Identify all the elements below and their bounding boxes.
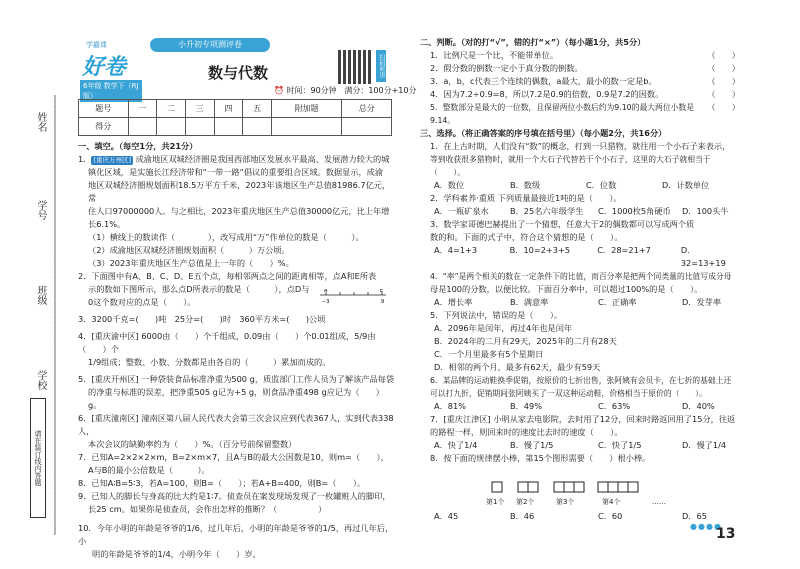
c4-line: 4．“率”是两个相关的数在一定条件下的比值，而百分率是把两个同类量的比值写成分母 bbox=[430, 272, 732, 281]
exam-info bbox=[274, 85, 416, 96]
option[interactable]: B．2024年的二月有29天，2025年的二月有28天 bbox=[434, 336, 617, 346]
score-header-cell: 五 bbox=[243, 100, 272, 118]
stick-figure-1 bbox=[492, 482, 502, 492]
q1-sub: （3）2023年重庆地区生产总值是上一年的（ ）%。 bbox=[88, 258, 294, 268]
q7-line: 7．已知A=2×2×2×m，B=2×m×7，且A与B的最大公因数是10，则m=（ ）， bbox=[78, 452, 389, 462]
section-2-title: 二、判断。（对的打“√”，错的打“×”）（每小题1分，共5分） bbox=[420, 37, 646, 47]
judge-item bbox=[420, 88, 740, 101]
q1-line: 住人口97000000人。与之相比，2023年重庆地区生产总值30000亿元，比上年增 bbox=[88, 206, 390, 216]
point-e-value: 9 bbox=[381, 299, 385, 305]
option[interactable]: D．32=13+19 bbox=[680, 245, 726, 268]
judge-item bbox=[420, 49, 740, 62]
q1-line: 长6.1%。 bbox=[88, 219, 126, 229]
binding-line bbox=[54, 95, 56, 535]
page-dots: ●●●● bbox=[690, 522, 722, 531]
judge-text: 1．比例尺是一个比，不能带单位。 bbox=[430, 50, 559, 60]
score-table bbox=[78, 99, 392, 136]
q6-line: 本次会议的缺勤率约为（ ）%。（百分号前保留整数） bbox=[88, 439, 297, 449]
stick-figure-4 bbox=[598, 482, 638, 492]
qr-tag: 扫码听讲 bbox=[376, 50, 386, 82]
score-header-cell: 总分 bbox=[342, 100, 392, 118]
judge-answer[interactable]: （ ） bbox=[707, 102, 740, 112]
number-line bbox=[318, 289, 388, 305]
q2-line: 2．下面图中有A、B、C、D、E五个点，每相邻两点之间的距离相等，点A和E所表 bbox=[78, 271, 377, 281]
stick-labels bbox=[486, 496, 716, 509]
series-banner: 小升初专项测评卷 bbox=[150, 38, 270, 52]
option[interactable]: B．满意率 bbox=[510, 297, 549, 307]
page-number: 13 bbox=[716, 526, 736, 542]
option[interactable]: D．发芽率 bbox=[682, 297, 722, 307]
c3-options bbox=[420, 244, 740, 270]
q1-line: 镇化区域，是实施长江经济带和“一带一路”倡议的重要组合区域。数据显示，成渝 bbox=[88, 167, 384, 177]
point-a-label: A bbox=[324, 289, 328, 294]
option[interactable]: D．慢了1/4 bbox=[682, 440, 727, 450]
score-cell[interactable] bbox=[243, 118, 272, 136]
q5-line: 5．[重庆开州区] 一种袋装食品标准净重为500 g，质监部门工作人员为了解该产品每袋 bbox=[78, 374, 395, 384]
q2-line: 0这个数对应的点是（ ）。 bbox=[88, 297, 196, 307]
judge-text: 4．因为7.2÷0.9=8，所以7.2是0.9的倍数，0.9是7.2的因数。 bbox=[430, 89, 664, 99]
c7-line: 的路程一样，则回来时的速度比去时的速度（ ）。 bbox=[430, 427, 623, 437]
judge-answer[interactable]: （ ） bbox=[707, 76, 740, 86]
c4-line: 母是100的分数，以便比较。下面百分率中，可以超过100%的是（ ）。 bbox=[430, 284, 703, 294]
option[interactable]: A．快了1/4 bbox=[434, 440, 478, 450]
point-a-value: −3 bbox=[322, 299, 330, 305]
option[interactable]: A．4=1+3 bbox=[434, 245, 478, 255]
stick-figure-2 bbox=[518, 482, 538, 492]
option[interactable]: A．81% bbox=[434, 401, 466, 411]
score-cell[interactable] bbox=[271, 118, 341, 136]
score-header-cell: 一 bbox=[128, 100, 157, 118]
right-column bbox=[420, 36, 740, 465]
option[interactable]: D．计数单位 bbox=[662, 180, 710, 190]
q1-sub: （1）横线上的数读作（ ），改写成用“万”作单位的数是（ ）。 bbox=[88, 232, 364, 242]
left-column bbox=[78, 140, 396, 561]
q9-line: 长25 cm。如果你是侦查员，会作出怎样的推断？（ ） bbox=[88, 504, 327, 514]
option[interactable]: A．数位 bbox=[434, 180, 465, 190]
c2: 2．学科素养·重质 下列质量最接近1吨的是（ ）。 bbox=[430, 193, 622, 203]
option[interactable]: D．65 bbox=[682, 511, 707, 521]
qr-code[interactable] bbox=[338, 50, 372, 84]
q1-line: 地区双城经济圈规划面积18.5万平方千米，2023年该地区生产总值81986.7亿元，常 bbox=[88, 180, 391, 203]
q1-region-tag: [重庆万州区] bbox=[93, 156, 131, 164]
stick-label: 第1个 bbox=[486, 498, 505, 506]
q1-line: 成渝地区双城经济圈是我国西部地区发展水平最高、发展潜力较大的城 bbox=[135, 154, 390, 164]
class-label: 班级 bbox=[35, 285, 46, 305]
full-score: 满分：100分+10分 bbox=[344, 86, 417, 95]
id-label: 学号 bbox=[35, 200, 46, 220]
option[interactable]: C．28=21+7 bbox=[597, 245, 651, 255]
c6-line: 可以打九折，促销期间张阿姨买了一双这种运动鞋，价格相当于原价的（ ）。 bbox=[430, 389, 707, 398]
name-label: 姓名 bbox=[35, 112, 46, 132]
score-cell[interactable] bbox=[128, 118, 157, 136]
option[interactable]: D．100头牛 bbox=[682, 206, 729, 216]
c7-options bbox=[420, 439, 740, 452]
binding-margin bbox=[0, 0, 74, 569]
q5-line: 的净重与标准的误差，把净重505 g记为+5 g，则食品净重498 g应记为（ ）g。 bbox=[88, 387, 384, 410]
option[interactable]: C．一个月里最多有5个星期日 bbox=[434, 349, 544, 359]
edition-badge: 6年级 数学下（RJ版） bbox=[80, 80, 142, 102]
score-header-cell: 四 bbox=[214, 100, 243, 118]
q8: 8．已知A∶B=5∶3，若A=100，则B=（ ）；若A+B=400，则B=（ ）。 bbox=[78, 478, 366, 488]
score-cell[interactable] bbox=[214, 118, 243, 136]
score-cell[interactable] bbox=[157, 118, 186, 136]
option[interactable]: D．相邻的两个月，最多有62天，最少有59天 bbox=[434, 362, 601, 372]
score-table-score-row bbox=[79, 118, 392, 136]
score-header-cell: 三 bbox=[185, 100, 214, 118]
q10-line: 10．今年小明的年龄是爷爷的1/6，过几年后，小明的年龄是爷爷的1/5，再过几年后，小 bbox=[78, 523, 394, 546]
option[interactable]: C．快了1/5 bbox=[598, 440, 642, 450]
c1-options bbox=[420, 179, 740, 192]
logo-top-text: 学霸课 bbox=[86, 41, 107, 49]
time-limit: ⏰ 时间：90分钟 bbox=[274, 86, 337, 95]
page-title: 数与代数 bbox=[208, 64, 269, 82]
option[interactable]: A．45 bbox=[434, 511, 459, 521]
q10-line: 明的年龄是爷爷的1/4，小明今年（ ）岁。 bbox=[92, 549, 261, 559]
judge-text: 2．假分数的倒数一定小于真分数的倒数。 bbox=[430, 63, 583, 73]
judge-answer[interactable]: （ ） bbox=[707, 63, 740, 73]
q1-sub: （2）成渝地区双城经济圈规划面积（ ）万公顷。 bbox=[88, 245, 290, 255]
q4-line: 4．[重庆渝中区] 6000由（ ）个千组成，0.09由（ ）个0.01组成，5/9由（ ）个 bbox=[78, 331, 376, 354]
score-header-cell: 二 bbox=[157, 100, 186, 118]
school-label: 学校 bbox=[35, 370, 46, 390]
point-e-label: E bbox=[380, 289, 384, 294]
q7-line: A与B的最小公倍数是（ ）。 bbox=[88, 465, 210, 475]
c8: 8．按下面的规律摆小棒，第15个图形需要（ ）根小棒。 bbox=[430, 453, 651, 463]
c1-line: 等到收获很多猎物时，就用一个大石子代替若干个小石子，这里的大石子就相当于（ ）。 bbox=[430, 155, 711, 177]
section-1-title: 一、填空。（每空1分，共21分） bbox=[78, 141, 198, 151]
c4-options bbox=[420, 296, 740, 309]
brand-logo bbox=[80, 32, 142, 100]
judge-text: 5．整数部分是最大的一位数，且保留两位小数后约为9.10的最大两位小数是9.14。 bbox=[430, 103, 695, 125]
q4-line: 1/9组成；整数、小数、分数都是由各自的（ ）累加而成的。 bbox=[88, 357, 331, 367]
option[interactable]: B．49% bbox=[510, 401, 543, 411]
option[interactable]: B．慢了1/5 bbox=[510, 440, 554, 450]
option[interactable]: D．40% bbox=[682, 401, 715, 411]
judge-item bbox=[420, 101, 740, 127]
option[interactable]: A．2096年是闰年，再过4年也是闰年 bbox=[434, 323, 573, 333]
option[interactable]: B．10=2+3+5 bbox=[509, 245, 571, 255]
q1: 1． [重庆万州区] 成渝地区双城经济圈是我国西部地区发展水平最高、发展潜力较大的城 bbox=[78, 154, 390, 164]
option[interactable]: C．正确率 bbox=[598, 297, 637, 307]
option[interactable]: A．一瓶矿泉水 bbox=[434, 206, 489, 216]
judge-text: 3．a，b，c代表三个连续的偶数，a最大，最小的数一定是b。 bbox=[430, 76, 657, 86]
judge-answer[interactable]: （ ） bbox=[707, 89, 740, 99]
c5: 5．下列说法中，错误的是（ ）。 bbox=[430, 310, 563, 320]
stick-label: 第3个 bbox=[556, 498, 575, 506]
option[interactable]: C．60 bbox=[598, 511, 623, 521]
c1-line: 1．在上古时期，人们没有“数”的概念，打到一只猎物，就往用一个小石子来表示， bbox=[430, 141, 731, 151]
section-3-title: 三、选择。（将正确答案的序号填在括号里）（每小题2分，共16分） bbox=[420, 128, 667, 138]
score-cell[interactable] bbox=[342, 118, 392, 136]
judge-item bbox=[420, 75, 740, 88]
stick-label: 第4个 bbox=[602, 498, 621, 506]
option[interactable]: C．1000枚5角硬币 bbox=[598, 206, 671, 216]
stick-label: 第2个 bbox=[516, 498, 535, 506]
binding-note: 请在装订线内答题 bbox=[30, 398, 46, 518]
score-header-cell: 题号 bbox=[79, 100, 129, 118]
option[interactable]: A．增长率 bbox=[434, 297, 473, 307]
stick-figure-3 bbox=[554, 482, 584, 492]
option[interactable]: B．25名六年级学生 bbox=[510, 206, 584, 216]
q3: 3．3200千克=( )吨 25分=( )时 360平方米=( )公顷 bbox=[78, 314, 326, 324]
c2-options bbox=[420, 205, 740, 218]
option[interactable]: C．位数 bbox=[586, 180, 617, 190]
q2-line: 示的数如下图所示，那么点D所表示的数是（ ），点D与 bbox=[88, 284, 310, 294]
c6-options bbox=[420, 400, 740, 413]
c8-options bbox=[434, 510, 734, 523]
judge-answer[interactable]: （ ） bbox=[707, 50, 740, 60]
q9-line: 9．已知人的脚长与身高的比大约是1∶7。侦查员在案发现场发现了一枚罐赃人的脚印， bbox=[78, 491, 391, 501]
score-row-label: 得分 bbox=[79, 118, 129, 136]
score-header-cell: 附加题 bbox=[271, 100, 341, 118]
number-line-ticks bbox=[326, 292, 382, 295]
option[interactable]: B．数级 bbox=[510, 180, 541, 190]
stick-more: …… bbox=[652, 498, 666, 506]
c3-line: 数的和。下面的式子中，符合这个猜想的是（ ）。 bbox=[430, 232, 623, 242]
c3-line: 3．数学家哥德巴赫提出了一个猜想，任意大于2的偶数都可以写成两个质 bbox=[430, 219, 695, 229]
c7-line: 7．[重庆江津区] 小明从家去电影院，去时用了12分，回来时路返回用了15分，往返 bbox=[430, 414, 736, 424]
judge-item bbox=[420, 62, 740, 75]
c6-line: 6．某品牌的运动鞋换季促销，按原价的七折出售，张阿姨有会员卡，在七折的基础上还 bbox=[430, 376, 732, 385]
option[interactable]: C．63% bbox=[598, 401, 631, 411]
score-table-header-row bbox=[79, 100, 392, 118]
score-cell[interactable] bbox=[185, 118, 214, 136]
option[interactable]: B．46 bbox=[510, 511, 535, 521]
logo-main-text: 好卷 bbox=[82, 55, 127, 80]
q6-line: 6．[重庆潼南区] 潼南区第八届人民代表大会第三次会议应到代表367人，实到代表338人， bbox=[78, 413, 394, 436]
